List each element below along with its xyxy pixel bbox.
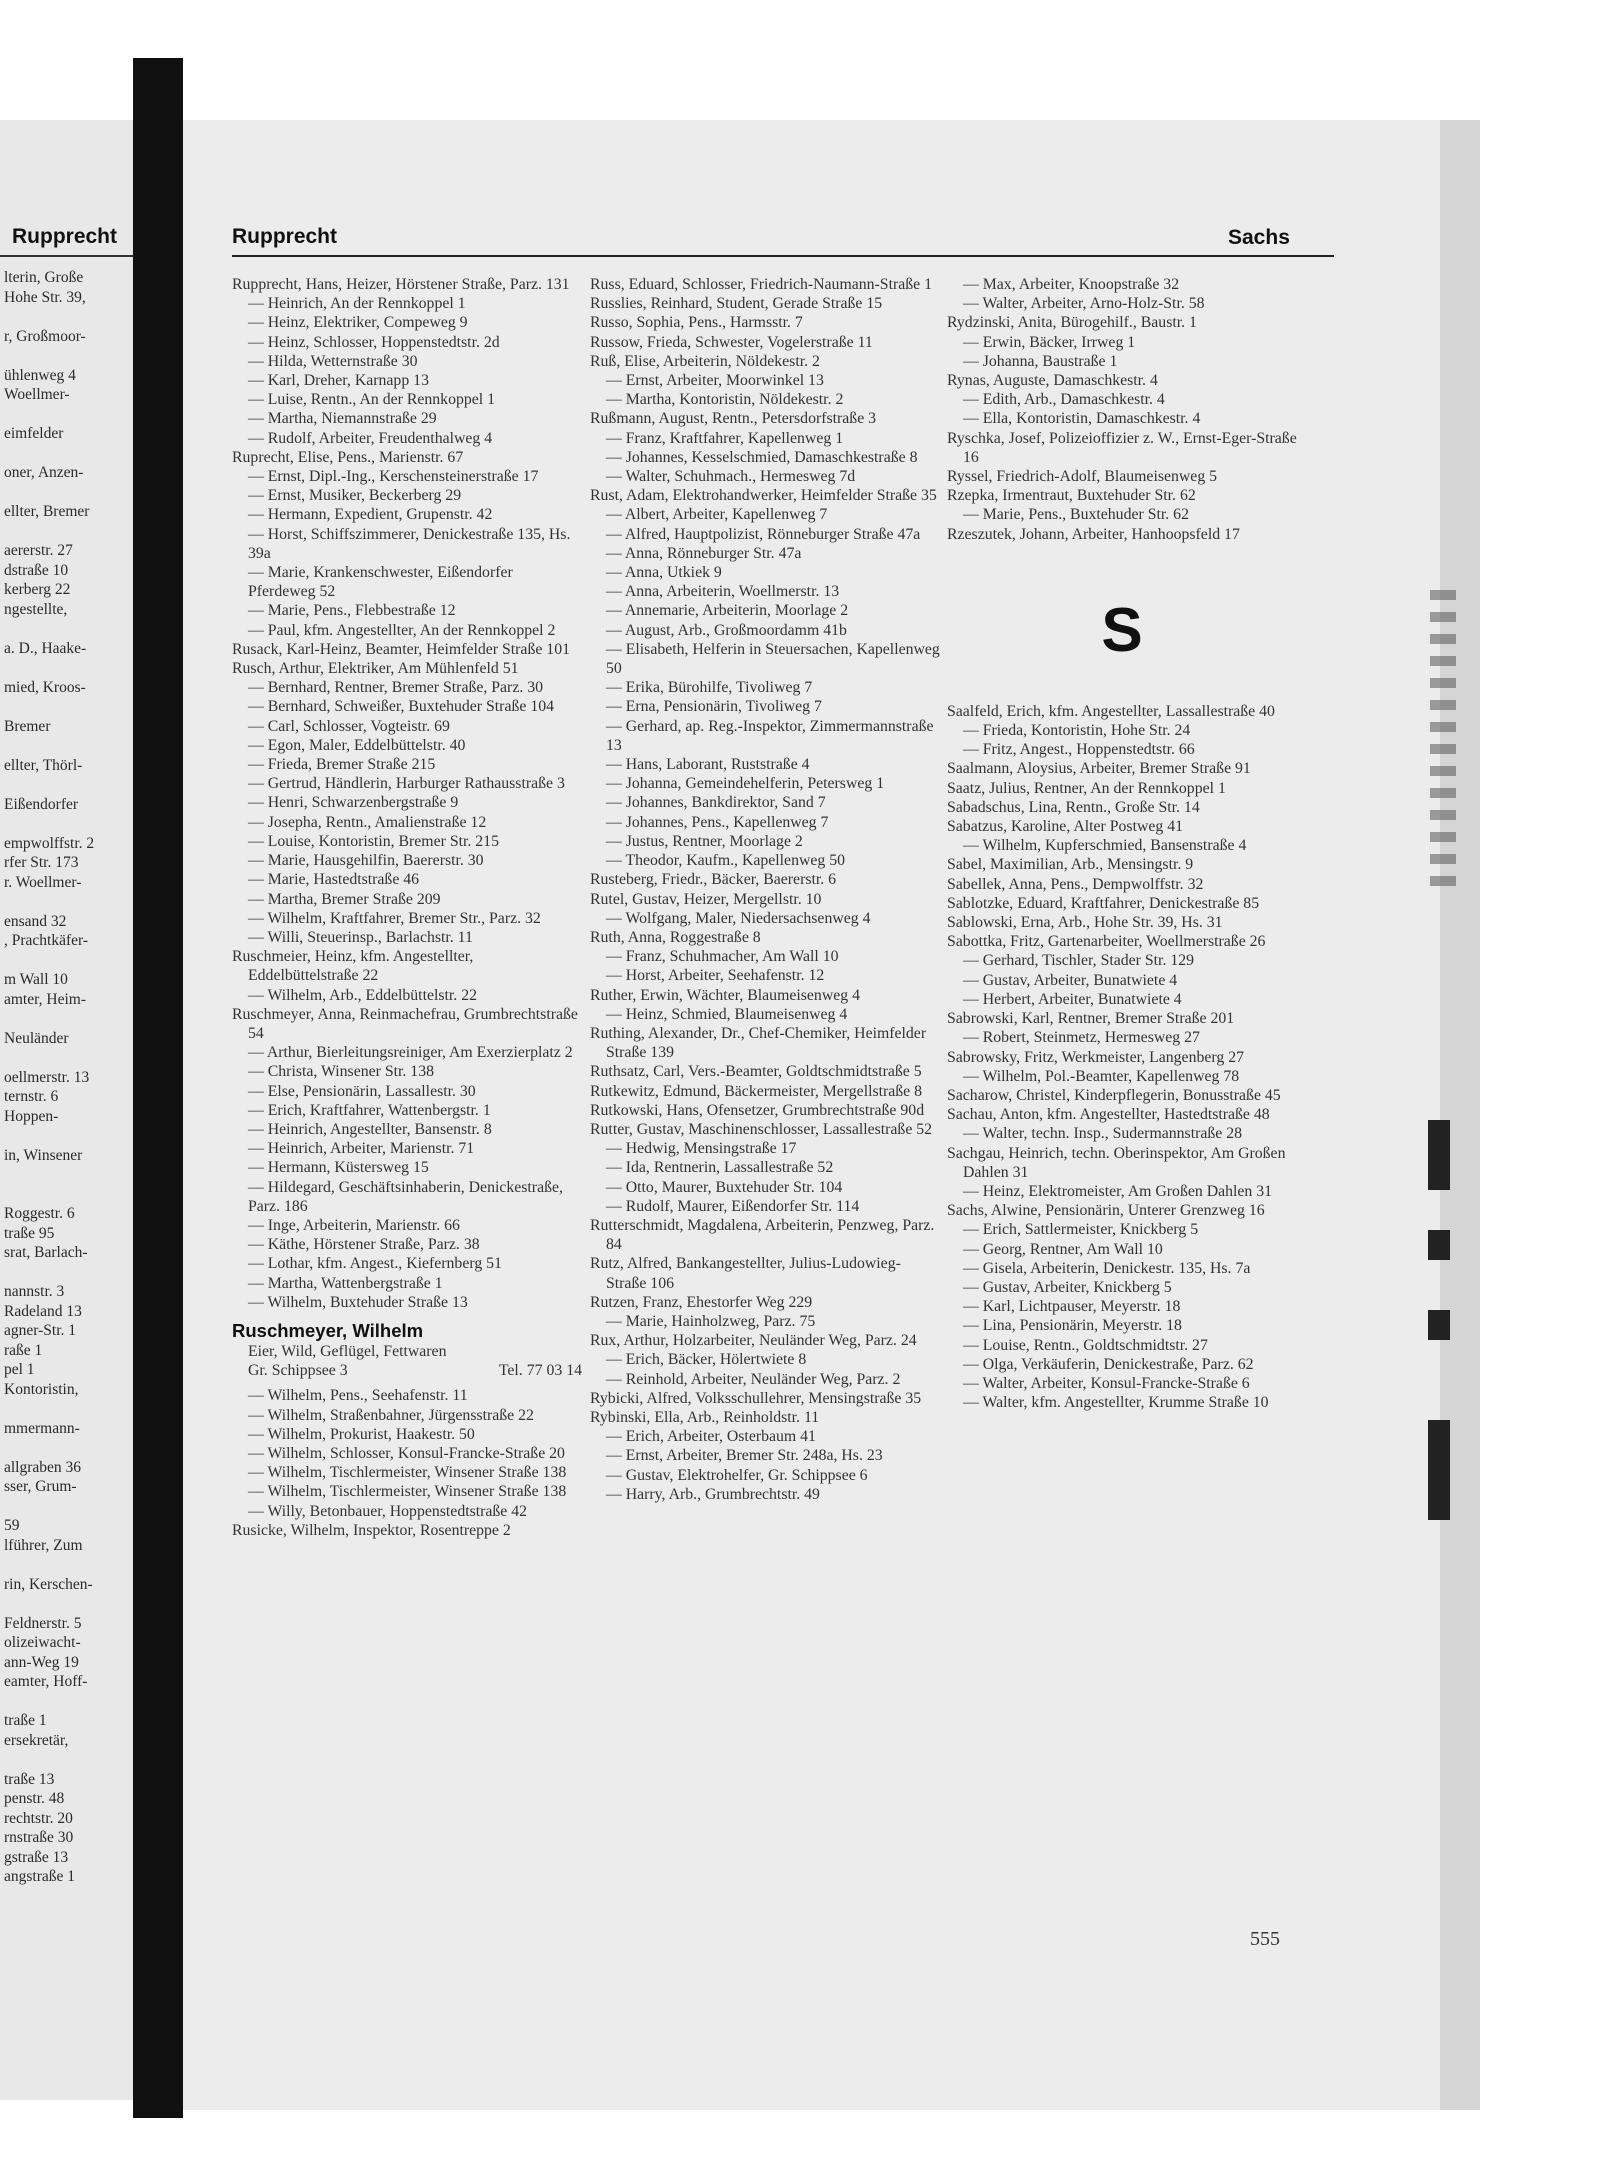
directory-entry: — Wilhelm, Kupferschmied, Bansenstraße 4	[963, 837, 1247, 855]
directory-entry: — Erna, Pensionärin, Tivoliweg 7	[606, 698, 822, 716]
directory-entry: — Anna, Arbeiterin, Woellmerstr. 13	[606, 583, 840, 601]
left-page-line: ühlenweg 4	[4, 366, 76, 384]
directory-entry: Ruther, Erwin, Wächter, Blaumeisenweg 4	[590, 986, 860, 1004]
left-page-line	[4, 892, 130, 912]
directory-entry: — Marie, Krankenschwester, Eißendorfer Pferdeweg 52	[248, 564, 513, 601]
directory-entry: — Erich, Bäcker, Hölertwiete 8	[606, 1351, 807, 1369]
directory-entry: — Franz, Schuhmacher, Am Wall 10	[606, 948, 839, 966]
directory-entry: Rutkowski, Hans, Ofensetzer, Grumbrechtstraße 90d	[590, 1101, 925, 1119]
column-1-entries	[232, 275, 582, 1312]
directory-entry: — Gerhard, ap. Reg.-Inspektor, Zimmermannstraße 13	[606, 717, 934, 754]
left-page-line: ann-Weg 19	[4, 1653, 79, 1671]
left-page-line: , Prachtkäfer-	[4, 932, 89, 949]
directory-entry: — Lothar, kfm. Angest., Kiefernberg 51	[248, 1255, 502, 1273]
column-3-entries	[947, 275, 1297, 544]
directory-entry: — Henri, Schwarzenbergstraße 9	[248, 794, 459, 812]
left-page-line	[4, 1263, 130, 1283]
left-page-lines	[4, 268, 130, 1887]
directory-page	[183, 120, 1458, 2110]
left-page-line: traße 1	[4, 1712, 47, 1729]
directory-entry: — Martha, Kontoristin, Nöldekestr. 2	[606, 391, 844, 409]
directory-entry: — Martha, Wattenbergstraße 1	[248, 1274, 443, 1292]
column-1	[232, 275, 582, 1540]
directory-entry: — Johanna, Baustraße 1	[963, 352, 1118, 370]
ad-name: Ruschmeyer, Wilhelm	[232, 1319, 424, 1341]
directory-entry: — Carl, Schlosser, Vogteistr. 69	[248, 717, 450, 735]
directory-entry: — Ernst, Arbeiter, Moorwinkel 13	[606, 372, 824, 390]
directory-entry: — Erika, Bürohilfe, Tivoliweg 7	[606, 679, 813, 697]
directory-entry: Rutz, Alfred, Bankangestellter, Julius-Ludowieg-Straße 106	[590, 1255, 901, 1292]
left-header-rule	[0, 255, 133, 257]
left-page-line: r. Woellmer-	[4, 873, 82, 891]
directory-entry: — Inge, Arbeiterin, Marienstr. 66	[248, 1216, 460, 1234]
left-page-line: Hohe Str. 39,	[4, 288, 86, 306]
directory-entry: — Martha, Bremer Straße 209	[248, 890, 441, 908]
directory-entry: — Josepha, Rentn., Amalienstraße 12	[248, 813, 487, 831]
directory-entry: — Wilhelm, Kraftfahrer, Bremer Str., Parz. 32	[248, 909, 541, 927]
left-page-line: ellter, Thörl-	[4, 756, 83, 774]
directory-entry: — Walter, kfm. Angestellter, Krumme Straße 10	[963, 1394, 1269, 1412]
left-page-line: allgraben 36	[4, 1458, 82, 1476]
directory-entry: — Franz, Kraftfahrer, Kapellenweg 1	[606, 429, 844, 447]
directory-entry: — Heinrich, An der Rennkoppel 1	[248, 295, 466, 313]
left-page-line: mmermann-	[4, 1419, 80, 1437]
directory-entry: — Heinz, Elektromeister, Am Großen Dahlen 31	[963, 1182, 1273, 1200]
ad-line: Eier, Wild, Geflügel, Fettwaren	[248, 1342, 447, 1360]
left-page-line: Feldnerstr. 5	[4, 1614, 82, 1632]
directory-entry: Rutel, Gustav, Heizer, Mergellstr. 10	[590, 890, 822, 908]
directory-entry: — Horst, Arbeiter, Seehafenstr. 12	[606, 967, 825, 985]
left-page-line: oellmerstr. 13	[4, 1068, 90, 1086]
directory-entry: — Gustav, Arbeiter, Knickberg 5	[963, 1278, 1172, 1296]
directory-entry: — Max, Arbeiter, Knoopstraße 32	[963, 276, 1180, 293]
directory-entry: Sacharow, Christel, Kinderpflegerin, Bonusstraße 45	[947, 1086, 1281, 1104]
directory-entry: — Willy, Betonbauer, Hoppenstedtstraße 42	[248, 1502, 528, 1520]
left-page-line: amter, Heim-	[4, 990, 87, 1008]
directory-entry: — August, Arb., Großmoordamm 41b	[606, 621, 847, 639]
column-2	[590, 275, 940, 1504]
left-page-line: in, Winsener	[4, 1146, 83, 1164]
directory-entry: Rupprecht, Hans, Heizer, Hörstener Straße, Parz. 131	[232, 276, 570, 293]
directory-entry: — Harry, Arb., Grumbrechtstr. 49	[606, 1485, 820, 1503]
column-1-entries-cont	[232, 1386, 582, 1540]
directory-entry: Ruß, Elise, Arbeiterin, Nöldekestr. 2	[590, 352, 820, 370]
directory-entry: Ryschka, Josef, Polizeioffizier z. W., Ernst-Eger-Straße 16	[947, 429, 1297, 466]
left-page-line: Hoppen-	[4, 1107, 59, 1125]
header-rule	[232, 255, 1334, 257]
directory-entry: — Hermann, Expedient, Grupenstr. 42	[248, 506, 493, 524]
directory-entry: — Johannes, Kesselschmied, Damaschkestraße 8	[606, 448, 918, 466]
left-page-line: dstraße 10	[4, 561, 69, 579]
left-page-line: m Wall 10	[4, 971, 68, 988]
left-page-line: Woellmer-	[4, 386, 70, 403]
directory-entry: — Elisabeth, Helferin in Steuersachen, Kapellenweg 50	[606, 640, 940, 678]
left-page-line	[4, 1399, 130, 1419]
directory-entry: Rusteberg, Friedr., Bäcker, Baererstr. 6	[590, 871, 837, 889]
left-page-line: traße 95	[4, 1224, 55, 1242]
left-page-line: 59	[4, 1517, 20, 1534]
directory-entry: — Hilda, Wetternstraße 30	[248, 352, 418, 370]
left-page-line: ensand 32	[4, 912, 67, 930]
page-number: 555	[1250, 1928, 1280, 1950]
directory-entry: — Theodor, Kaufm., Kapellenweg 50	[606, 852, 846, 870]
directory-entry: Rzepka, Irmentraut, Buxtehuder Str. 62	[947, 487, 1196, 505]
directory-entry: — Wilhelm, Pol.-Beamter, Kapellenweg 78	[963, 1067, 1240, 1085]
directory-entry: — Heinz, Schlosser, Hoppenstedtstr. 2d	[248, 333, 500, 351]
left-page-line	[4, 1185, 130, 1205]
left-page-line: nannstr. 3	[4, 1283, 65, 1300]
directory-entry: — Hans, Laborant, Ruststraße 4	[606, 756, 810, 774]
column-3-entries-s	[947, 702, 1297, 1413]
directory-entry: Rutzen, Franz, Ehestorfer Weg 229	[590, 1293, 813, 1311]
directory-entry: — Robert, Steinmetz, Hermesweg 27	[963, 1029, 1200, 1047]
left-page-line	[4, 1594, 130, 1614]
directory-entry: Rydzinski, Anita, Bürogehilf., Baustr. 1	[947, 314, 1197, 332]
left-page-line	[4, 1692, 130, 1712]
directory-entry: Sabrowsky, Fritz, Werkmeister, Langenberg 27	[947, 1048, 1245, 1066]
directory-entry: Sachs, Alwine, Pensionärin, Unterer Grenzweg 16	[947, 1202, 1265, 1220]
directory-entry: — Erich, Kraftfahrer, Wattenbergstr. 1	[248, 1101, 491, 1119]
directory-entry: — Albert, Arbeiter, Kapellenweg 7	[606, 506, 828, 524]
directory-entry: — Walter, Arbeiter, Konsul-Francke-Straße 6	[963, 1374, 1250, 1392]
directory-entry: — Bernhard, Rentner, Bremer Straße, Parz. 30	[248, 679, 544, 697]
directory-entry: — Christa, Winsener Str. 138	[248, 1063, 434, 1081]
directory-entry: — Wilhelm, Straßenbahner, Jürgensstraße 22	[248, 1406, 534, 1424]
directory-entry: — Olga, Verkäuferin, Denickestraße, Parz. 62	[963, 1355, 1254, 1373]
directory-entry: — Heinrich, Angestellter, Bansenstr. 8	[248, 1120, 492, 1138]
directory-entry: Sachgau, Heinrich, techn. Oberinspektor, Am Großen Dahlen 31	[947, 1144, 1286, 1181]
left-page-line	[4, 1126, 130, 1146]
directory-entry: — Erich, Arbeiter, Osterbaum 41	[606, 1428, 816, 1446]
left-page-line: Bremer	[4, 717, 51, 735]
left-page-line: olizeiwacht-	[4, 1634, 81, 1651]
directory-entry: — Gertrud, Händlerin, Harburger Rathausstraße 3	[248, 775, 565, 793]
directory-entry: — Wilhelm, Buxtehuder Straße 13	[248, 1293, 468, 1311]
directory-entry: — Karl, Dreher, Karnapp 13	[248, 372, 429, 390]
left-page-line: Roggestr. 6	[4, 1205, 75, 1222]
left-page-line: raße 1	[4, 1341, 43, 1359]
directory-entry: — Marie, Hausgehilfin, Baererstr. 30	[248, 852, 484, 870]
directory-entry: — Karl, Lichtpauser, Meyerstr. 18	[963, 1298, 1181, 1316]
directory-entry: — Ida, Rentnerin, Lassallestraße 52	[606, 1159, 834, 1177]
directory-entry: Rusack, Karl-Heinz, Beamter, Heimfelder Straße 101	[232, 640, 570, 658]
directory-entry: — Fritz, Angest., Hoppenstedtstr. 66	[963, 741, 1195, 759]
directory-entry: — Gustav, Elektrohelfer, Gr. Schippsee 6	[606, 1466, 868, 1484]
left-page-line: pel 1	[4, 1361, 35, 1378]
directory-entry: — Lina, Pensionärin, Meyerstr. 18	[963, 1317, 1182, 1335]
directory-entry: — Marie, Hainholzweg, Parz. 75	[606, 1312, 816, 1330]
directory-entry: — Johanna, Gemeindehelferin, Petersweg 1	[606, 775, 885, 793]
directory-entry: Ryssel, Friedrich-Adolf, Blaumeisenweg 5	[947, 468, 1218, 486]
column-3	[947, 275, 1297, 1412]
left-page-fragment	[0, 120, 133, 2100]
directory-entry: Rutterschmidt, Magdalena, Arbeiterin, Penzweg, Parz. 84	[590, 1216, 935, 1254]
directory-entry: — Wilhelm, Tischlermeister, Winsener Straße 138	[248, 1464, 567, 1482]
left-page-line	[4, 619, 130, 639]
directory-entry: — Marie, Pens., Buxtehuder Str. 62	[963, 506, 1189, 524]
left-page-line	[4, 1438, 130, 1458]
left-page-line: Eißendorfer	[4, 795, 79, 813]
directory-entry: Rux, Arthur, Holzarbeiter, Neuländer Weg, Parz. 24	[590, 1332, 917, 1350]
section-letter: S	[1101, 595, 1143, 665]
left-page-line	[4, 346, 130, 366]
left-page-line	[4, 775, 130, 795]
directory-entry: — Anna, Utkiek 9	[606, 564, 722, 582]
left-page-line	[4, 658, 130, 678]
directory-entry: — Marie, Hastedtstraße 46	[248, 871, 420, 889]
directory-entry: — Otto, Maurer, Buxtehuder Str. 104	[606, 1178, 843, 1196]
directory-entry: Sabrowski, Karl, Rentner, Bremer Straße 201	[947, 1010, 1235, 1028]
left-page-line	[4, 483, 130, 503]
left-page-header: Rupprecht	[12, 225, 117, 248]
directory-entry: — Rudolf, Arbeiter, Freudenthalweg 4	[248, 429, 493, 447]
left-page-line	[4, 1009, 130, 1029]
left-page-line: sser, Grum-	[4, 1478, 77, 1495]
directory-entry: — Anna, Rönneburger Str. 47a	[606, 544, 802, 562]
directory-entry: — Walter, techn. Insp., Sudermannstraße 28	[963, 1125, 1243, 1143]
left-page-line	[4, 1497, 130, 1517]
left-page-line: kerberg 22	[4, 581, 71, 598]
directory-entry: — Hedwig, Mensingstraße 17	[606, 1140, 797, 1158]
left-page-line: eimfelder	[4, 425, 64, 442]
directory-entry: — Paul, kfm. Angestellter, An der Rennkoppel 2	[248, 621, 556, 639]
left-page-line: ngestellte,	[4, 600, 68, 618]
directory-entry: — Walter, Arbeiter, Arno-Holz-Str. 58	[963, 295, 1205, 313]
left-page-line	[4, 951, 130, 971]
left-page-line	[4, 522, 130, 542]
left-page-line: r, Großmoor-	[4, 327, 86, 345]
directory-entry: — Rudolf, Maurer, Eißendorfer Str. 114	[606, 1197, 860, 1215]
directory-entry: — Wolfgang, Maler, Niedersachsenweg 4	[606, 909, 871, 927]
directory-entry: — Heinrich, Arbeiter, Marienstr. 71	[248, 1140, 475, 1158]
directory-entry: — Louise, Rentn., Goldtschmidtstr. 27	[963, 1336, 1208, 1354]
left-page-line: ternstr. 6	[4, 1088, 59, 1105]
directory-entry: Saalmann, Aloysius, Arbeiter, Bremer Straße 91	[947, 760, 1251, 778]
left-page-line: aererstr. 27	[4, 542, 73, 559]
directory-entry: Sabatzus, Karoline, Alter Postweg 41	[947, 818, 1184, 836]
directory-entry: Rusicke, Wilhelm, Inspektor, Rosentreppe 2	[232, 1521, 511, 1539]
left-page-line: ellter, Bremer	[4, 503, 90, 520]
directory-entry: — Frieda, Kontoristin, Hohe Str. 24	[963, 722, 1191, 740]
left-page-line: a. D., Haake-	[4, 639, 87, 657]
left-page-line: agner-Str. 1	[4, 1322, 77, 1339]
directory-entry: Saatz, Julius, Rentner, An der Rennkoppel 1	[947, 779, 1226, 797]
directory-entry: — Käthe, Hörstener Straße, Parz. 38	[248, 1236, 480, 1254]
left-page-line	[4, 736, 130, 756]
ad-contact-row	[232, 1361, 582, 1380]
left-page-line: rfer Str. 173	[4, 854, 79, 871]
directory-entry: Rybinski, Ella, Arb., Reinholdstr. 11	[590, 1408, 820, 1426]
directory-entry: — Gustav, Arbeiter, Bunatwiete 4	[963, 971, 1178, 989]
left-page-line: srat, Barlach-	[4, 1244, 88, 1261]
left-page-line: Kontoristin,	[4, 1380, 79, 1398]
directory-entry: Ruschmeyer, Anna, Reinmachefrau, Grumbrechtstraße 54	[232, 1005, 578, 1042]
directory-entry: Russow, Frieda, Schwester, Vogelerstraße 11	[590, 333, 873, 351]
left-page-line: gstraße 13	[4, 1848, 69, 1866]
directory-entry: — Herbert, Arbeiter, Bunatwiete 4	[963, 990, 1182, 1008]
directory-entry: — Reinhold, Arbeiter, Neuländer Weg, Parz. 2	[606, 1370, 901, 1388]
directory-entry: — Johannes, Pens., Kapellenweg 7	[606, 813, 829, 831]
directory-entry: — Georg, Rentner, Am Wall 10	[963, 1240, 1163, 1258]
directory-entry: — Frieda, Bremer Straße 215	[248, 756, 436, 774]
directory-entry: Russ, Eduard, Schlosser, Friedrich-Naumann-Straße 1	[590, 276, 933, 293]
directory-entry: Rzeszutek, Johann, Arbeiter, Hanhoopsfeld 17	[947, 525, 1240, 543]
left-page-line: rechtstr. 20	[4, 1809, 73, 1827]
directory-entry: — Ernst, Musiker, Beckerberg 29	[248, 487, 462, 505]
directory-entry: Ruprecht, Elise, Pens., Marienstr. 67	[232, 448, 464, 466]
left-page-line: ersekretär,	[4, 1731, 69, 1749]
directory-entry: — Wilhelm, Arb., Eddelbüttelstr. 22	[248, 986, 477, 1004]
directory-entry: — Marie, Pens., Flebbestraße 12	[248, 602, 456, 620]
left-page-line: Radeland 13	[4, 1302, 82, 1320]
left-page-line	[4, 1048, 130, 1068]
left-page-line: rin, Kerschen-	[4, 1575, 93, 1593]
left-page-line	[4, 1165, 130, 1185]
directory-entry: — Erwin, Bäcker, Irrweg 1	[963, 333, 1136, 351]
left-page-line: Neuländer	[4, 1029, 69, 1047]
directory-entry: — Edith, Arb., Damaschkestr. 4	[963, 391, 1165, 409]
directory-entry: Ruth, Anna, Roggestraße 8	[590, 928, 761, 946]
directory-entry: — Erich, Sattlermeister, Knickberg 5	[963, 1221, 1199, 1239]
directory-entry: — Horst, Schiffszimmerer, Denickestraße 135, Hs. 39a	[248, 525, 571, 562]
directory-entry: — Martha, Niemannstraße 29	[248, 410, 437, 428]
left-page-line	[4, 1555, 130, 1575]
directory-entry: — Hermann, Küstersweg 15	[248, 1159, 429, 1177]
left-page-line: oner, Anzen-	[4, 464, 84, 481]
directory-entry: Rusch, Arthur, Elektriker, Am Mühlenfeld 51	[232, 660, 519, 678]
directory-entry: Saalfeld, Erich, kfm. Angestellter, Lassallestraße 40	[947, 702, 1275, 720]
edge-bars	[1428, 1120, 1450, 1540]
directory-entry: — Ernst, Dipl.-Ing., Kerschensteinerstraße 17	[248, 468, 539, 486]
edge-marks	[1430, 590, 1456, 898]
directory-entry: — Willi, Steuerinsp., Barlachstr. 11	[248, 928, 473, 946]
directory-entry: Russlies, Reinhard, Student, Gerade Straße 15	[590, 295, 883, 313]
directory-entry: Sablotzke, Eduard, Kraftfahrer, Denickestraße 85	[947, 894, 1260, 912]
left-page-line: rnstraße 30	[4, 1829, 74, 1846]
left-page-line	[4, 405, 130, 425]
left-page-line: mied, Kroos-	[4, 678, 86, 696]
directory-entry: Rußmann, August, Rentn., Petersdorfstraße 3	[590, 410, 877, 428]
directory-entry: Sabottka, Fritz, Gartenarbeiter, Woellmerstraße 26	[947, 933, 1266, 951]
running-header-right: Sachs	[1228, 226, 1290, 249]
directory-entry: — Ella, Kontoristin, Damaschkestr. 4	[963, 410, 1201, 428]
directory-entry: Sablowski, Erna, Arb., Hohe Str. 39, Hs. 31	[947, 914, 1223, 932]
column-2-entries	[590, 275, 940, 1504]
book-spine	[133, 58, 183, 2118]
directory-entry: Ruschmeier, Heinz, kfm. Angestellter, Eddelbüttelstraße 22	[232, 948, 474, 985]
directory-entry: Russo, Sophia, Pens., Harmsstr. 7	[590, 314, 803, 332]
directory-entry: Sabellek, Anna, Pens., Dempwolffstr. 32	[947, 875, 1204, 893]
directory-entry: — Justus, Rentner, Moorlage 2	[606, 832, 803, 850]
directory-entry: — Wilhelm, Prokurist, Haakestr. 50	[248, 1425, 475, 1443]
directory-entry: Rybicki, Alfred, Volksschullehrer, Mensingstraße 35	[590, 1389, 922, 1407]
left-page-line: lführer, Zum	[4, 1536, 83, 1554]
left-page-line	[4, 697, 130, 717]
directory-entry: Rust, Adam, Elektrohandwerker, Heimfelder Straße 35	[590, 487, 937, 505]
directory-entry: Ruthing, Alexander, Dr., Chef-Chemiker, Heimfelder Straße 139	[590, 1024, 927, 1062]
left-page-line: lterin, Große	[4, 269, 84, 286]
directory-entry: — Wilhelm, Pens., Seehafenstr. 11	[248, 1387, 468, 1405]
ad-phone: Tel. 77 03 14	[498, 1362, 582, 1380]
left-page-line	[4, 307, 130, 327]
directory-entry: — Luise, Rentn., An der Rennkoppel 1	[248, 391, 496, 409]
left-page-line: penstr. 48	[4, 1790, 65, 1807]
directory-entry: — Egon, Maler, Eddelbüttelstr. 40	[248, 736, 466, 754]
directory-entry: Rutter, Gustav, Maschinenschlosser, Lassallestraße 52	[590, 1120, 933, 1138]
directory-entry: — Heinz, Elektriker, Compeweg 9	[248, 314, 468, 332]
directory-entry: — Heinz, Schmied, Blaumeisenweg 4	[606, 1005, 848, 1023]
directory-entry: Sachau, Anton, kfm. Angestellter, Hastedtstraße 48	[947, 1106, 1270, 1124]
left-page-line	[4, 814, 130, 834]
left-page-line: empwolffstr. 2	[4, 834, 95, 852]
left-page-line: eamter, Hoff-	[4, 1673, 88, 1690]
left-page-line	[4, 444, 130, 464]
directory-entry: Rynas, Auguste, Damaschkestr. 4	[947, 372, 1158, 390]
directory-entry: Rutkewitz, Edmund, Bäckermeister, Mergellstraße 8	[590, 1082, 923, 1100]
directory-entry: — Else, Pensionärin, Lassallestr. 30	[248, 1082, 476, 1100]
directory-entry: — Gerhard, Tischler, Stader Str. 129	[963, 952, 1195, 970]
directory-entry: Sabadschus, Lina, Rentn., Große Str. 14	[947, 798, 1200, 816]
directory-entry: — Walter, Schuhmach., Hermesweg 7d	[606, 468, 856, 486]
left-page-line	[4, 1750, 130, 1770]
directory-entry: — Alfred, Hauptpolizist, Rönneburger Straße 47a	[606, 525, 921, 543]
directory-entry: — Wilhelm, Schlosser, Konsul-Francke-Straße 20	[248, 1444, 565, 1462]
directory-entry: — Annemarie, Arbeiterin, Moorlage 2	[606, 602, 849, 620]
directory-entry: — Louise, Kontoristin, Bremer Str. 215	[248, 832, 499, 850]
running-header-left: Rupprecht	[232, 225, 337, 248]
directory-entry: — Gisela, Arbeiterin, Denickestr. 135, Hs. 7a	[963, 1259, 1251, 1277]
left-page-line: traße 13	[4, 1770, 55, 1788]
next-page-edge	[1440, 120, 1480, 2110]
left-page-line: angstraße 1	[4, 1868, 76, 1885]
directory-entry: — Hildegard, Geschäftsinhaberin, Denickestraße, Parz. 186	[248, 1178, 563, 1215]
directory-entry: — Ernst, Arbeiter, Bremer Str. 248a, Hs. 23	[606, 1447, 883, 1465]
advertisement-entry	[232, 1320, 582, 1380]
directory-entry: — Wilhelm, Tischlermeister, Winsener Straße 138	[248, 1483, 567, 1501]
directory-entry: — Arthur, Bierleitungsreiniger, Am Exerzierplatz 2	[248, 1044, 573, 1062]
directory-entry: — Bernhard, Schweißer, Buxtehuder Straße 104	[248, 698, 555, 716]
directory-entry: Sabel, Maximilian, Arb., Mensingstr. 9	[947, 856, 1194, 874]
directory-entry: Ruthsatz, Carl, Vers.-Beamter, Goldtschmidtstraße 5	[590, 1063, 922, 1081]
directory-entry: — Johannes, Bankdirektor, Sand 7	[606, 794, 826, 812]
ad-address: Gr. Schippsee 3	[248, 1362, 348, 1380]
